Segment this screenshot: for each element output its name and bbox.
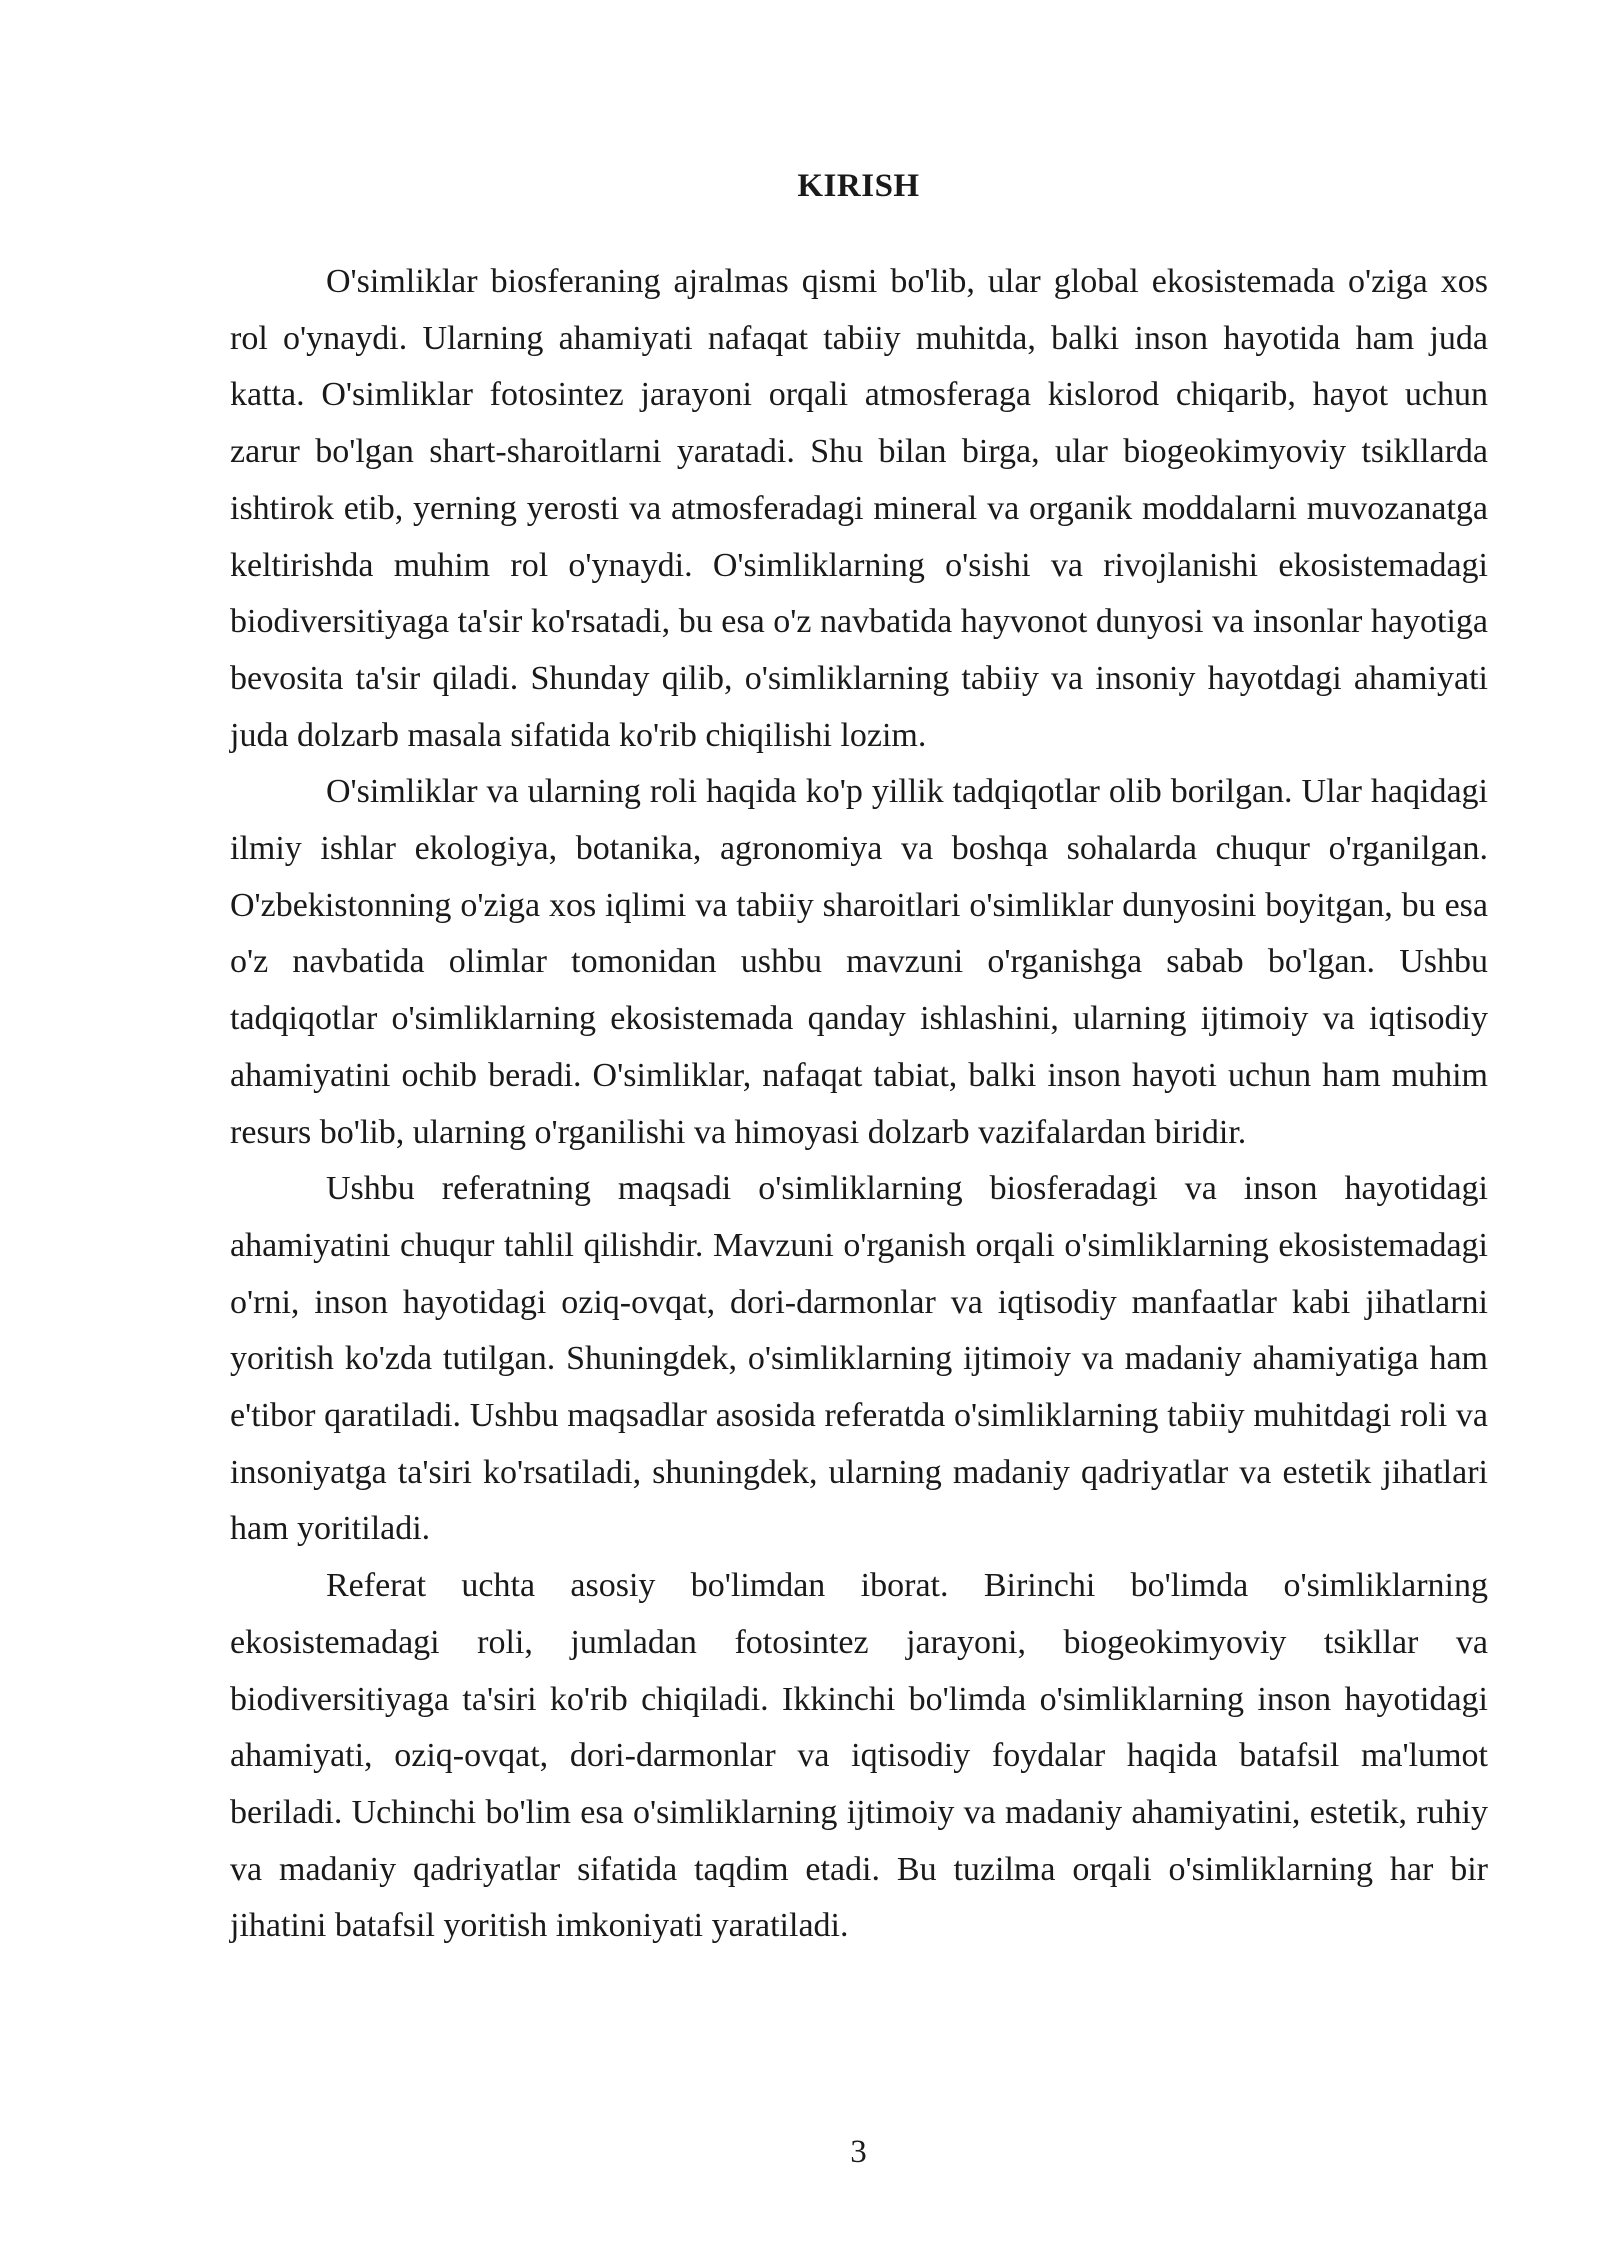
page-number: 3 — [850, 2134, 867, 2170]
paragraph-1: O'simliklar biosferaning ajralmas qismi bo'lib, ular global ekosistemada o'ziga xos rol o'ynaydi. Ularning ahamiyati nafaqat tabiiy muhitda, balki inson hayotida ham juda katta. O'simliklar fotosintez jarayoni orqali atmosferaga kislorod chiqarib, hayot uchun zarur bo'lgan shart-sharoitlarni yaratadi. Shu bilan birga, ular biogeokimyoviy tsikllarda ishtirok etib, yerning yerosti va atmosferadagi mineral va organik moddalarni muvozanatga keltirishda muhim rol o'ynaydi. O'simliklarning o'sishi va rivojlanishi ekosistemadagi biodiversitiyaga ta'sir ko'rsatadi, bu esa o'z navbatida hayvonot dunyosi va insonlar hayotiga bevosita ta'sir qiladi. Shunday qilib, o'simliklarning tabiiy va insoniy hayotdagi ahamiyati juda dolzarb masala sifatida ko'rib chiqilishi lozim. — [230, 263, 1488, 754]
body-text — [230, 254, 1488, 1955]
paragraph-2: O'simliklar va ularning roli haqida ko'p yillik tadqiqotlar olib borilgan. Ular haqidagi ilmiy ishlar ekologiya, botanika, agronomiya va boshqa sohalarda chuqur o'rganilgan. O'zbekistonning o'ziga xos iqlimi va tabiiy sharoitlari o'simliklar dunyosini boyitgan, bu esa o'z navbatida olimlar tomonidan ushbu mavzuni o'rganishga sabab bo'lgan. Ushbu tadqiqotlar o'simliklarning ekosistemada qanday ishlashini, ularning ijtimoiy va iqtisodiy ahamiyatini ochib beradi. O'simliklar, nafaqat tabiat, balki inson hayoti uchun ham muhim resurs bo'lib, ularning o'rganilishi va himoyasi dolzarb vazifalardan biridir. — [230, 773, 1488, 1151]
paragraph-3: Ushbu referatning maqsadi o'simliklarning biosferadagi va inson hayotidagi ahamiyatini chuqur tahlil qilishdir. Mavzuni o'rganish orqali o'simliklarning ekosistemadagi o'rni, inson hayotidagi oziq-ovqat, dori-darmonlar va iqtisodiy manfaatlar kabi jihatlarni yoritish ko'zda tutilgan. Shuningdek, o'simliklarning ijtimoiy va madaniy ahamiyatiga ham e'tibor qaratiladi. Ushbu maqsadlar asosida referatda o'simliklarning tabiiy muhitdagi roli va insoniyatga ta'siri ko'rsatiladi, shuningdek, ularning madaniy qadriyatlar va estetik jihatlari ham yoritiladi. — [230, 1170, 1488, 1548]
paragraph-4: Referat uchta asosiy bo'limdan iborat. Birinchi bo'limda o'simliklarning ekosistemadagi roli, jumladan fotosintez jarayoni, biogeokimyoviy tsikllar va biodiversitiyaga ta'siri ko'rib chiqiladi. Ikkinchi bo'limda o'simliklarning inson hayotidagi ahamiyati, oziq-ovqat, dori-darmonlar va iqtisodiy foydalar haqida batafsil ma'lumot beriladi. Uchinchi bo'lim esa o'simliklarning ijtimoiy va madaniy ahamiyatini, estetik, ruhiy va madaniy qadriyatlar sifatida taqdim etadi. Bu tuzilma orqali o'simliklarning har bir jihatini batafsil yoritish imkoniyati yaratiladi. — [230, 1567, 1488, 1945]
section-title: KIRISH — [797, 168, 920, 204]
